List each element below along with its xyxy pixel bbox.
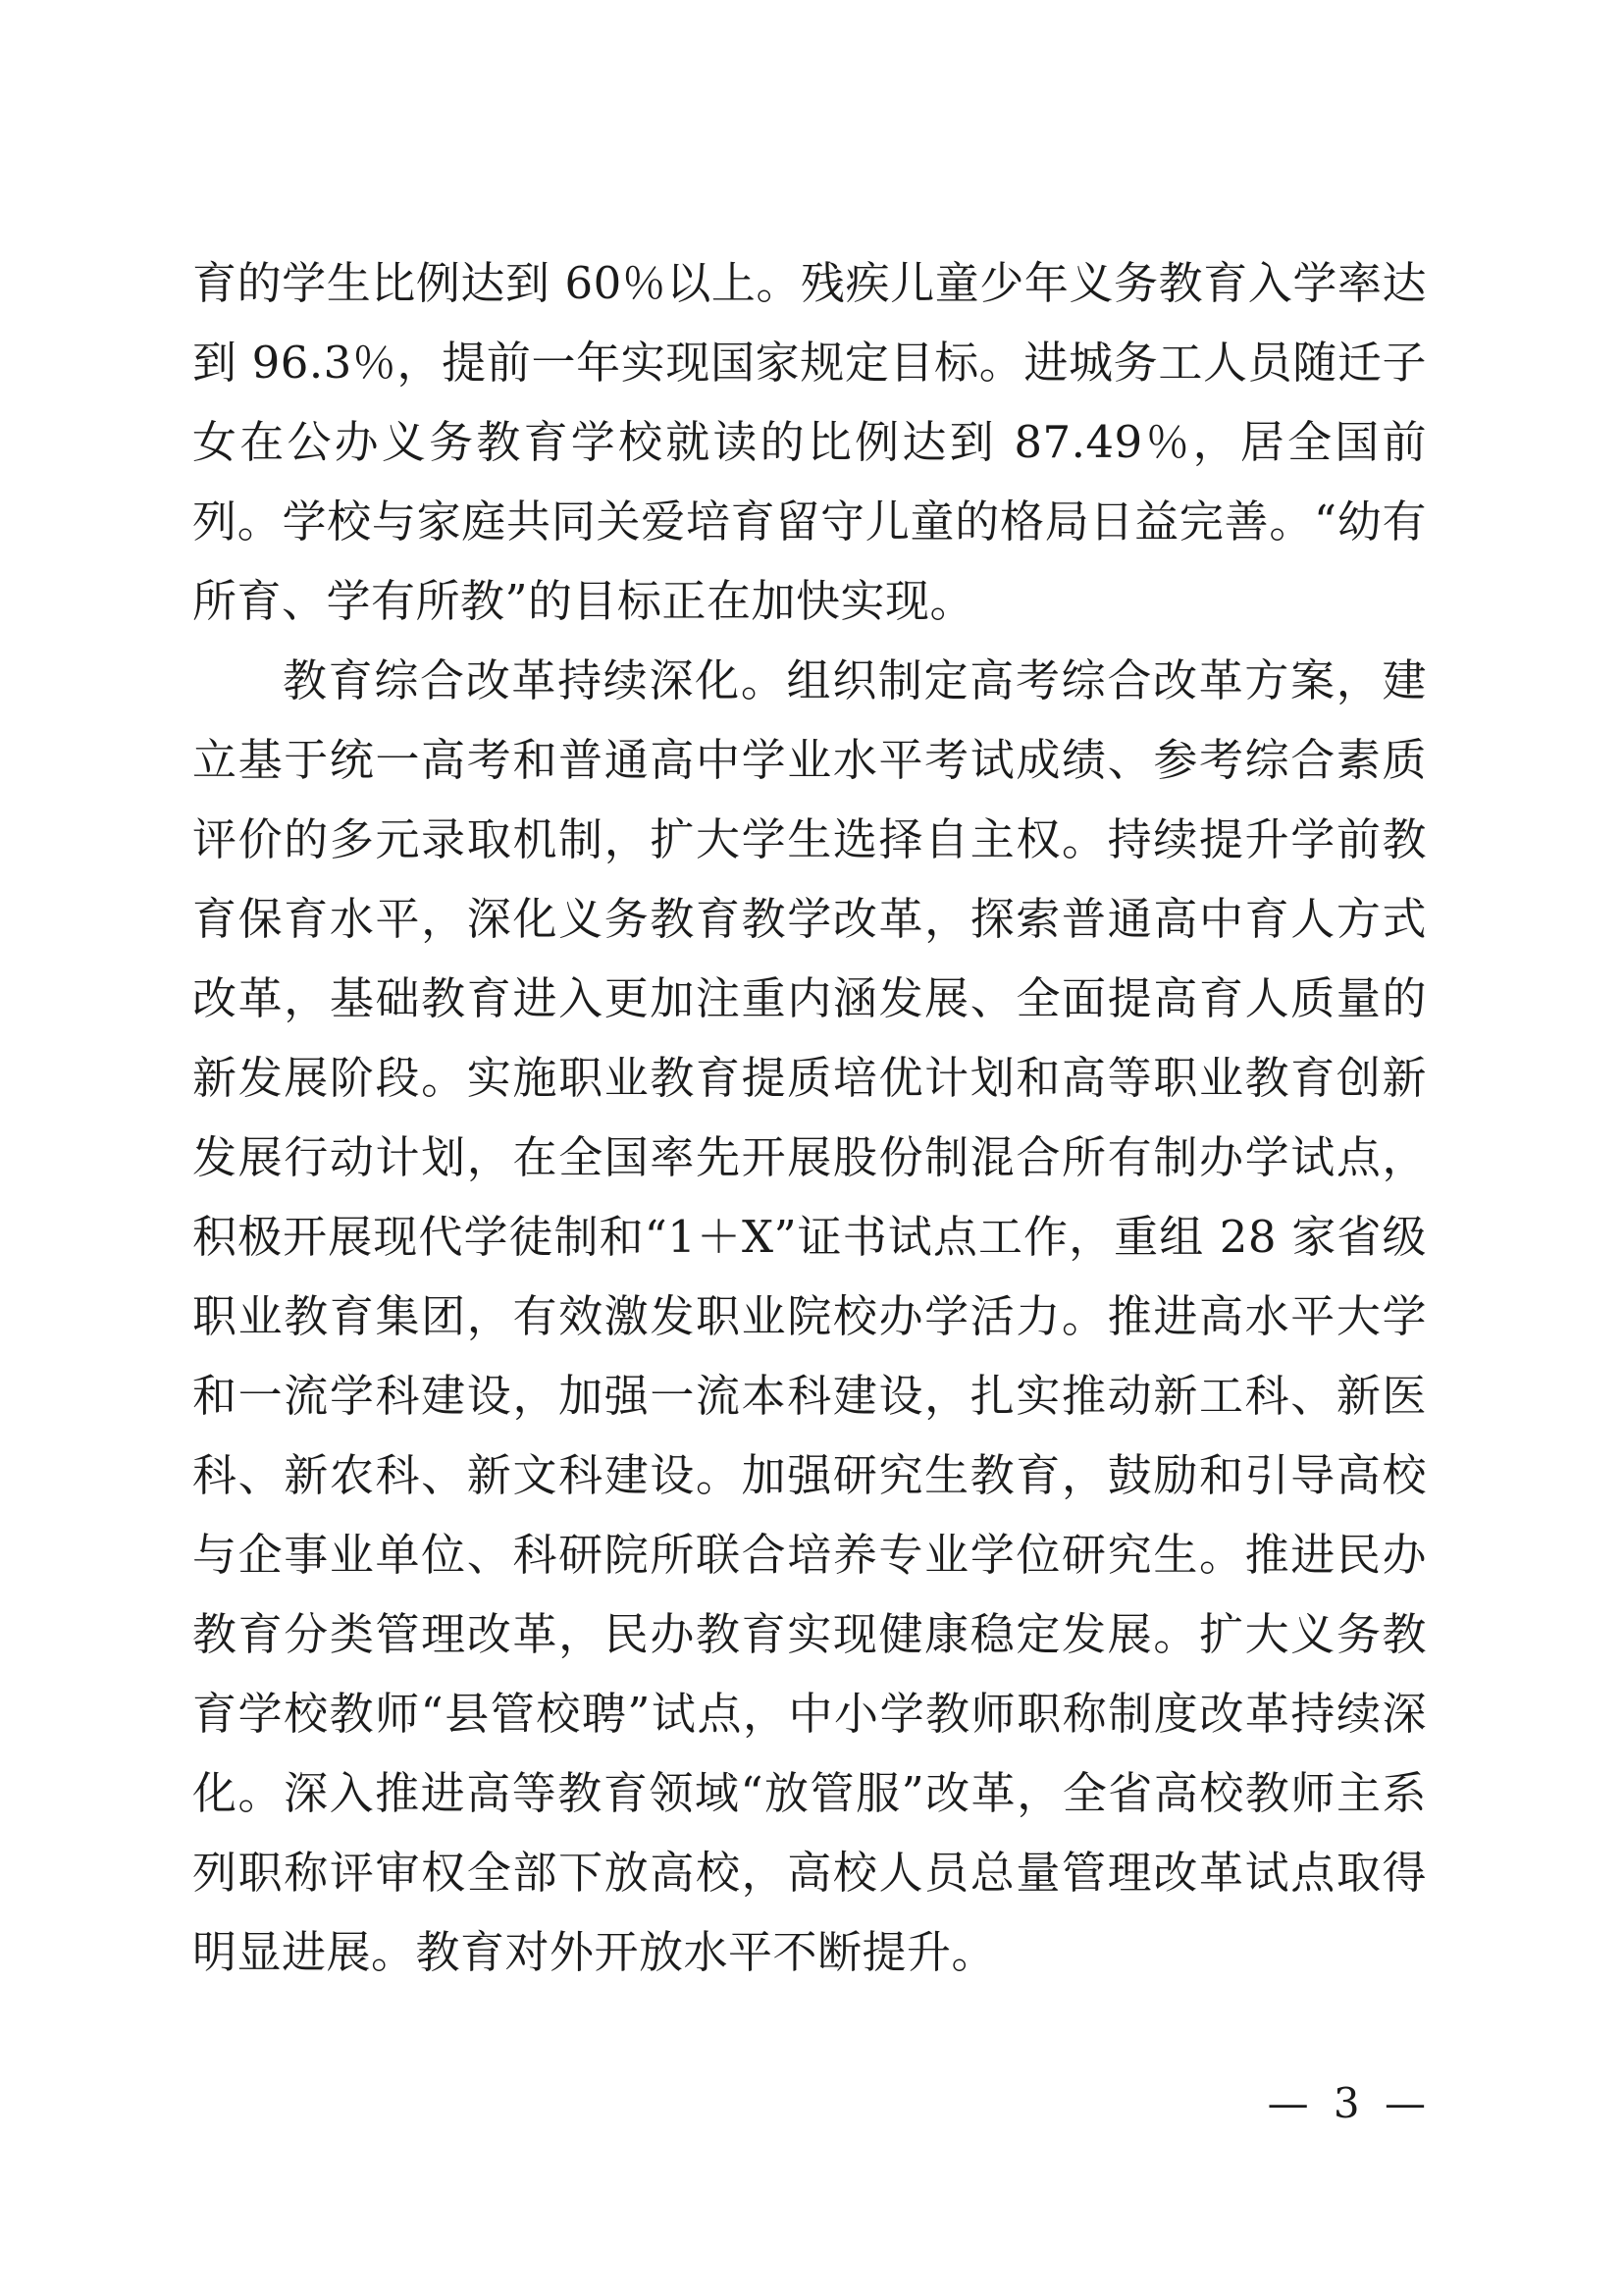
paragraph-2: 教育综合改革持续深化。组织制定高考综合改革方案，建立基于统一高考和普通高中学业水平考试成绩、参考综合素质评价的多元录取机制，扩大学生选择自主权。持续提升学前教育保育水平，深化义务教育教学改革，探索普通高中育人方式改革，基础教育进入更加注重内涵发展、全面提高育人质量的新发展阶段。实施职业教育提质培优计划和高等职业教育创新发展行动计划，在全国率先开展股份制混合所有制办学试点，积极开展现代学徒制和“1＋X”证书试点工作，重组 28 家省级职业教育集团，有效激发职业院校办学活力。推进高水平大学和一流学科建设，加强一流本科建设，扎实推动新工科、新医科、新农科、新文科建设。加强研究生教育，鼓励和引导高校与企事业单位、科研院所联合培养专业学位研究生。推进民办教育分类管理改革，民办教育实现健康稳定发展。扩大义务教育学校教师“县管校聘”试点，中小学教师职称制度改革持续深化。深入推进高等教育领域“放管服”改革，全省高校教师主系列职称评审权全部下放高校，高校人员总量管理改革试点取得明显进展。教育对外开放水平不断提升。 xyxy=(192,654,1427,1978)
page-body xyxy=(192,243,1427,1992)
paragraph-1: 育的学生比例达到 60％以上。残疾儿童少年义务教育入学率达到 96.3％，提前一年实现国家规定目标。进城务工人员随迁子女在公办义务教育学校就读的比例达到 87.49％，居全国前列。学校与家庭共同关爱培育留守儿童的格局日益完善。“幼有所育、学有所教”的目标正在加快实现。 xyxy=(192,257,1427,627)
page-number: — 3 — xyxy=(1267,2079,1432,2127)
